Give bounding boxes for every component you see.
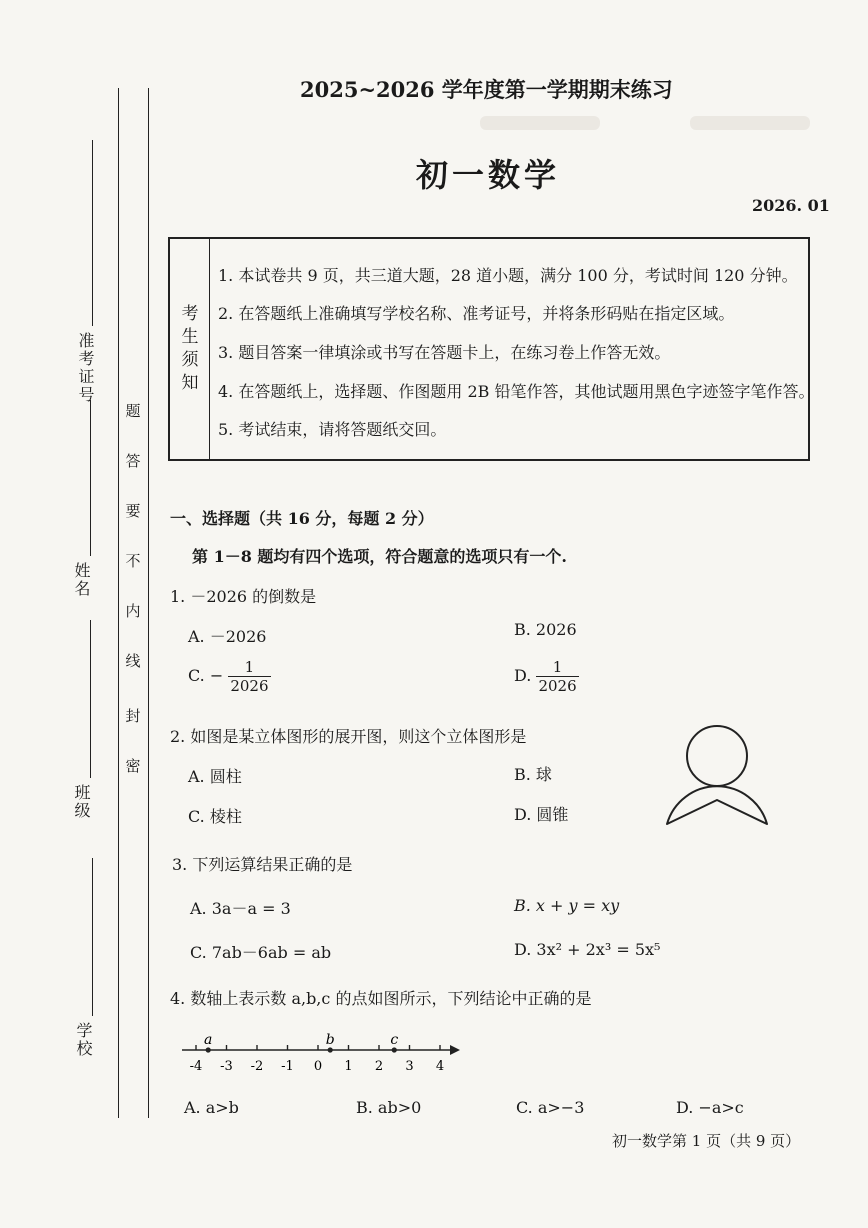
binding-inner-line	[148, 88, 149, 1118]
class-line[interactable]	[90, 620, 91, 778]
section-title: 一、选择题（共 16 分，每题 2 分）	[170, 509, 434, 528]
number-line-tick-label: 0	[313, 1059, 323, 1074]
notice-item: 5. 考试结束，请将答题纸交回。	[218, 420, 447, 439]
binding-outer-line	[118, 88, 119, 1118]
question-stem: 3. 下列运算结果正确的是	[172, 855, 353, 874]
option-b[interactable]: B. x + y = xy	[514, 896, 620, 915]
number-line-point-c	[392, 1047, 397, 1052]
option-b[interactable]: B. 球	[514, 765, 552, 784]
number-line-figure	[176, 1028, 466, 1078]
number-line-tick-label: 2	[374, 1059, 384, 1074]
name-line[interactable]	[90, 400, 91, 556]
option-a[interactable]: A. －2026	[188, 627, 267, 646]
number-line-arrow	[450, 1045, 460, 1055]
number-line-tick-label: -4	[189, 1059, 203, 1074]
cone-lateral-sector	[667, 786, 767, 824]
page-footer: 初一数学第 1 页（共 9 页）	[612, 1132, 801, 1150]
fraction-denominator: 2026	[538, 677, 577, 695]
option-c[interactable]: C. 7ab－6ab = ab	[190, 943, 332, 962]
question-stem: 1. －2026 的倒数是	[170, 587, 317, 606]
name-label: 姓名	[72, 562, 91, 598]
exam-id-line[interactable]	[92, 140, 93, 326]
cone-base-circle	[687, 726, 747, 786]
option-d[interactable]: D. −a>c	[676, 1098, 744, 1117]
seal-char: 要	[125, 502, 141, 520]
cone-net-figure	[655, 718, 775, 834]
option-a[interactable]: A. 圆柱	[188, 767, 242, 786]
number-line-point-b	[328, 1047, 333, 1052]
number-line-tick-label: -1	[281, 1059, 294, 1074]
fraction-denominator: 2026	[230, 677, 269, 695]
exam-date: 2026. 01	[752, 196, 830, 215]
question-stem: 2. 如图是某立体图形的展开图，则这个立体图形是	[170, 727, 527, 746]
option-c-label: C. −	[188, 666, 224, 685]
number-line-tick-label: -3	[220, 1059, 233, 1074]
seal-char: 封	[125, 707, 141, 725]
seal-char: 线	[125, 652, 141, 670]
notice-side-label: 考生须知	[181, 304, 199, 393]
number-line-point-label: a	[204, 1032, 213, 1048]
option-b[interactable]: B. ab>0	[356, 1098, 422, 1117]
option-c[interactable]	[188, 658, 271, 695]
option-b[interactable]: B. 2026	[514, 620, 577, 639]
fraction-numerator: 1	[244, 658, 255, 676]
seal-char: 答	[125, 452, 141, 470]
subject-title: 初一数学	[416, 156, 561, 194]
bleed-through-smudge	[480, 116, 600, 130]
seal-char: 不	[125, 552, 141, 570]
bleed-through-smudge	[690, 116, 810, 130]
option-d[interactable]	[514, 658, 579, 695]
option-c[interactable]: C. a>−3	[516, 1098, 585, 1117]
exam-title: 2025~2026 学年度第一学期期末练习	[300, 77, 673, 102]
seal-char: 题	[125, 402, 141, 420]
question-stem: 4. 数轴上表示数 a,b,c 的点如图所示，下列结论中正确的是	[170, 989, 592, 1008]
number-line-point-label: b	[325, 1032, 335, 1048]
option-a[interactable]: A. 3a－a = 3	[190, 899, 291, 918]
number-line-point-label: c	[390, 1032, 399, 1048]
fraction-numerator: 1	[552, 658, 563, 676]
notice-box	[168, 237, 815, 461]
notice-item: 1. 本试卷共 9 页，共三道大题，28 道小题，满分 100 分，考试时间 120 分钟。	[218, 266, 798, 285]
number-line-tick-label: 3	[405, 1059, 414, 1074]
option-c[interactable]: C. 棱柱	[188, 807, 242, 826]
exam-id-label: 准考证号	[76, 332, 95, 404]
notice-item: 2. 在答题纸上准确填写学校名称、准考证号，并将条形码贴在指定区域。	[218, 304, 735, 323]
section-instruction: 第 1－8 题均有四个选项，符合题意的选项只有一个.	[192, 547, 567, 566]
option-d[interactable]: D. 3x² + 2x³ = 5x⁵	[514, 940, 661, 959]
option-d-fraction	[536, 658, 578, 695]
notice-item: 3. 题目答案一律填涂或书写在答题卡上，在练习卷上作答无效。	[218, 343, 671, 362]
option-a[interactable]: A. a>b	[184, 1098, 239, 1117]
seal-char: 密	[125, 757, 141, 775]
number-line-tick-label: 4	[435, 1059, 445, 1074]
option-d-label: D.	[514, 666, 532, 685]
option-c-fraction	[228, 658, 270, 695]
notice-item: 4. 在答题纸上，选择题、作图题用 2B 铅笔作答，其他试题用黑色字迹签字笔作答。	[218, 382, 815, 401]
school-label: 学校	[74, 1022, 93, 1058]
notice-side-panel	[170, 239, 210, 459]
seal-char: 内	[125, 602, 141, 620]
number-line-tick-label: 1	[344, 1059, 353, 1074]
option-d[interactable]: D. 圆锥	[514, 805, 569, 824]
number-line-tick-label: -2	[250, 1059, 264, 1074]
school-line[interactable]	[92, 858, 93, 1016]
class-label: 班级	[72, 784, 91, 820]
number-line-point-a	[206, 1047, 211, 1052]
